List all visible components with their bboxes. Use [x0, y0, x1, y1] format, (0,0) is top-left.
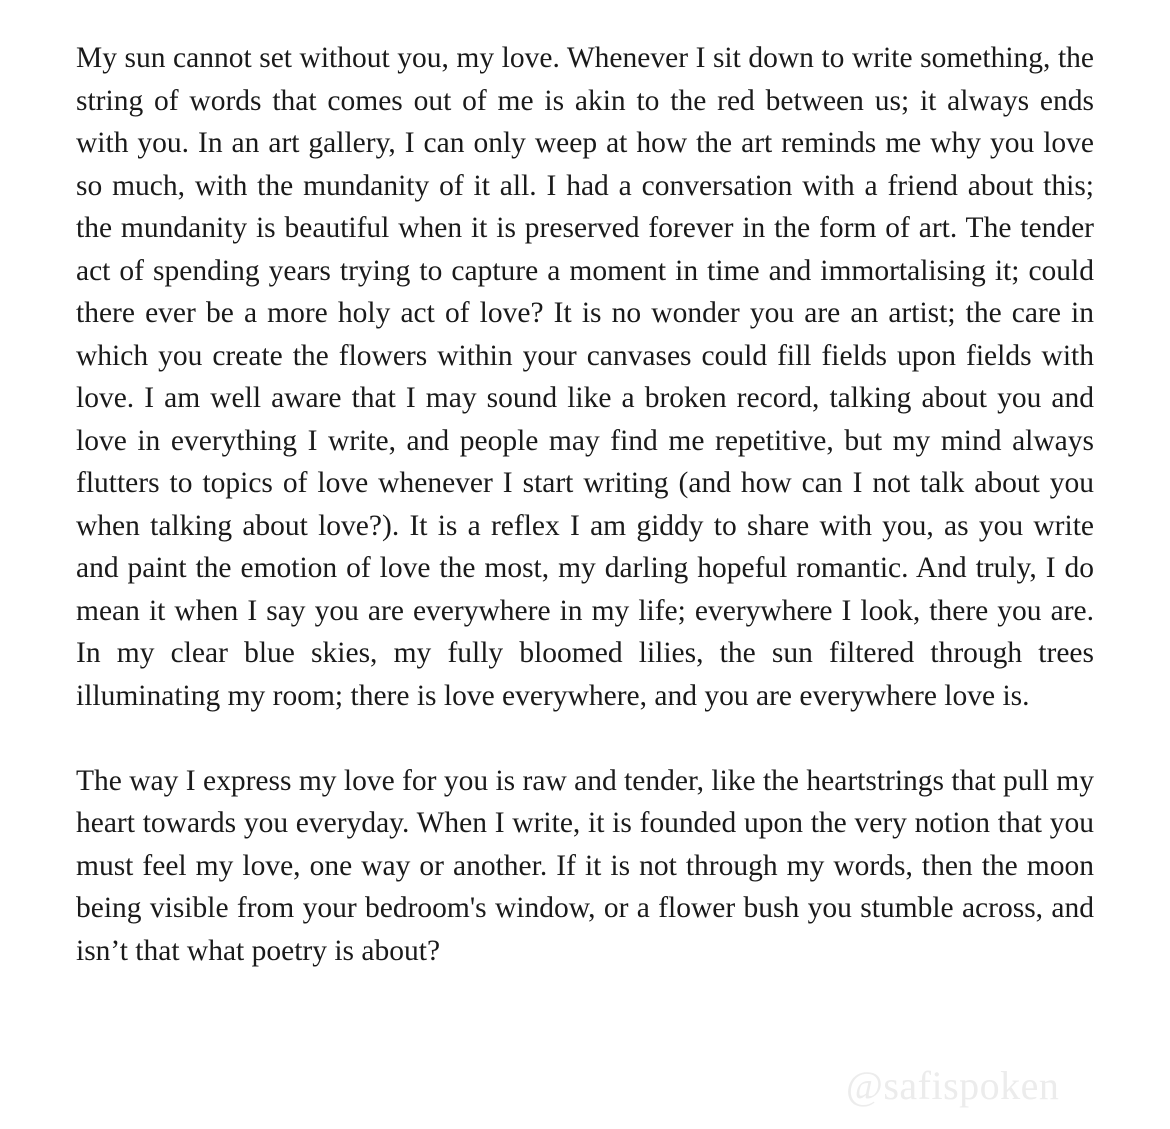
body-text [76, 37, 1094, 972]
paragraph-2: The way I express my love for you is raw and tender, like the heartstrings that pull my heart towards you everyday. When I write, it is founded upon the very notion that you must feel my love, one way or another. If it is not through my words, then the moon being visible from your bedroom's window, or a flower bush you stumble across, and isn’t that what poetry is about? [76, 764, 1094, 967]
watermark-handle: @safispoken [846, 1063, 1060, 1108]
paragraph-1: My sun cannot set without you, my love. Whenever I sit down to write something, the string of words that comes out of me is akin to the red between us; it always ends with you. In an art gallery, I can only weep at how the art reminds me why you love so much, with the mundanity of it all. I had a conversation with a friend about this; the mundanity is beautiful when it is preserved forever in the form of art. The tender act of spending years trying to capture a moment in time and immortalising it; could there ever be a more holy act of love? It is no wonder you are an artist; the care in which you create the flowers within your canvases could fill fields upon fields with love. I am well aware that I may sound like a broken record, talking about you and love in everything I write, and people may find me repetitive, but my mind always flutters to topics of love whenever I start writing (and how can I not talk about you when talking about love?). It is a reflex I am giddy to share with you, as you write and paint the emotion of love the most, my darling hopeful romantic. And truly, I do mean it when I say you are everywhere in my life; everywhere I look, there you are. In my clear blue skies, my fully bloomed lilies, the sun filtered through trees illuminating my room; there is love everywhere, and you are everywhere love is. [76, 42, 1094, 712]
